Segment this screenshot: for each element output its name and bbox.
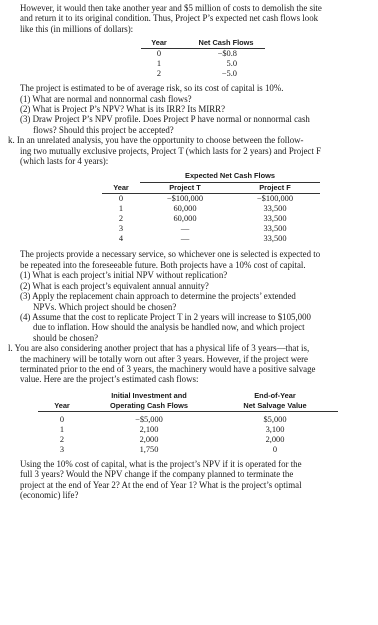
table-row xyxy=(102,214,320,224)
table-cell: — xyxy=(180,224,190,234)
table-cell: 1 xyxy=(156,59,162,69)
table-row xyxy=(102,194,320,205)
intro-paragraph xyxy=(8,3,370,34)
text-line: be repeated into the foreseeable future. Both projects have a 10% cost of capital. xyxy=(20,259,306,270)
table-cell: 60,000 xyxy=(173,214,197,224)
question-line: (3) Draw Project P’s NPV profile. Does Project P have normal or nonnormal cash xyxy=(20,114,310,125)
group-header: Expected Net Cash Flows xyxy=(140,171,320,183)
text-line: and return it to its original condition. Thus, Project P’s expected net cash flows look xyxy=(20,13,319,24)
table-row xyxy=(38,445,338,455)
table-row xyxy=(102,234,320,244)
column-header: Project F xyxy=(230,183,320,194)
table-row xyxy=(38,435,338,445)
column-header: End-of-Year xyxy=(254,390,296,400)
table-cell: −5.0 xyxy=(221,69,237,79)
table-cell: 0 xyxy=(272,444,278,454)
column-header: Year xyxy=(141,38,177,49)
text-line: The projects provide a necessary service, so whichever one is selected is expected to xyxy=(20,249,321,260)
question-line: flows? Should this project be accepted? xyxy=(33,124,174,135)
question-line: (3) Apply the replacement chain approach to determine the projects’ extended xyxy=(20,291,296,302)
table-row xyxy=(102,224,320,234)
table-cell: 4 xyxy=(118,234,124,244)
column-header: Net Cash Flows xyxy=(177,38,265,49)
table-row xyxy=(38,425,338,435)
table-cell: 2,100 xyxy=(139,424,159,434)
table-row xyxy=(102,204,320,214)
table-cell: 2 xyxy=(118,214,124,224)
project-t-f-cash-flow-table xyxy=(102,171,320,244)
section-l xyxy=(8,343,370,385)
column-header: Project T xyxy=(140,183,230,194)
table-cell: 33,500 xyxy=(263,214,287,224)
table-cell: 0 xyxy=(59,414,65,424)
text-line: the machinery will be totally worn out after 3 years. However, if the project were xyxy=(20,353,308,364)
table-cell: 33,500 xyxy=(263,204,287,214)
question-line: (2) What is each project’s equivalent annual annuity? xyxy=(20,280,209,291)
table-cell: 3 xyxy=(59,444,65,454)
table-cell: 0 xyxy=(156,49,162,59)
text-line: (which lasts for 4 years): xyxy=(20,156,109,167)
table-cell: 1,750 xyxy=(139,444,159,454)
question-line: (4) Assume that the cost to replicate Project T in 2 years will increase to $105,000 xyxy=(20,311,311,322)
table-cell: 5.0 xyxy=(226,59,237,69)
text-line: Using the 10% cost of capital, what is the project’s NPV if it is operated for the xyxy=(20,458,302,469)
table-row xyxy=(38,411,338,425)
table-cell: 2 xyxy=(156,69,162,79)
question-line: should be chosen? xyxy=(33,332,99,343)
text-line: project at the end of Year 2? At the end of Year 1? What is the project’s optimal xyxy=(20,479,302,490)
text-line: The project is estimated to be of average risk, so its cost of capital is 10%. xyxy=(20,83,284,94)
question-line: (1) What is each project’s initial NPV without replication? xyxy=(20,270,228,281)
column-header: Year xyxy=(102,183,140,194)
table-cell: $5,000 xyxy=(263,414,287,424)
table-row xyxy=(141,49,265,60)
question-line: (1) What are normal and nonnormal cash flows? xyxy=(20,93,192,104)
section-k-questions xyxy=(8,249,370,343)
table-cell: −$100,000 xyxy=(166,194,204,204)
text-line: terminated prior to the end of 3 years, the machinery would have a positive salvage xyxy=(20,363,316,374)
section-k xyxy=(8,135,370,166)
column-header: Year xyxy=(38,401,86,412)
table-cell: 2,000 xyxy=(265,434,285,444)
column-header: Net Salvage Value xyxy=(212,401,338,412)
project-p-cash-flow-table xyxy=(141,38,265,79)
table-cell: 2 xyxy=(59,434,65,444)
question-line: due to inflation. How should the analysis be handled now, and which project xyxy=(33,322,305,333)
question-line: NPVs. Which project should be chosen? xyxy=(33,301,177,312)
table-cell: 3,100 xyxy=(265,424,285,434)
text-line: k. In an unrelated analysis, you have the opportunity to choose between the follow- xyxy=(8,135,304,146)
table-cell: 2,000 xyxy=(139,434,159,444)
text-line: like this (in millions of dollars): xyxy=(20,23,134,34)
question-line: (2) What is Project P’s NPV? What is its IRR? Its MIRR? xyxy=(20,104,226,115)
text-line: l. You are also considering another project that has a physical life of 3 years—that is, xyxy=(8,343,310,354)
table-cell: 60,000 xyxy=(173,204,197,214)
table-row xyxy=(141,69,265,79)
project-p-questions xyxy=(8,83,370,135)
table-cell: 0 xyxy=(118,194,124,204)
table-cell: 3 xyxy=(118,224,124,234)
text-line: ing two mutually exclusive projects, Project T (which lasts for 2 years) and Project F xyxy=(20,145,322,156)
table-cell: 1 xyxy=(59,424,65,434)
table-cell: — xyxy=(180,234,190,244)
table-cell: 33,500 xyxy=(263,234,287,244)
salvage-value-table xyxy=(38,391,338,455)
text-line: (economic) life? xyxy=(20,489,79,500)
column-header: Initial Investment and xyxy=(111,390,187,400)
table-cell: 33,500 xyxy=(263,224,287,234)
table-cell: −$5,000 xyxy=(135,414,163,424)
text-line: full 3 years? Would the NPV change if the company planned to terminate the xyxy=(20,469,294,480)
table-cell: −$0.8 xyxy=(217,49,237,59)
section-l-questions xyxy=(8,459,370,501)
table-cell: −$100,000 xyxy=(256,194,294,204)
column-header: Operating Cash Flows xyxy=(86,401,212,412)
table-cell: 1 xyxy=(118,204,124,214)
text-line: However, it would then take another year and $5 million of costs to demolish the site xyxy=(20,3,322,13)
text-line: value. Here are the project’s estimated cash flows: xyxy=(20,374,199,385)
table-row xyxy=(141,59,265,69)
